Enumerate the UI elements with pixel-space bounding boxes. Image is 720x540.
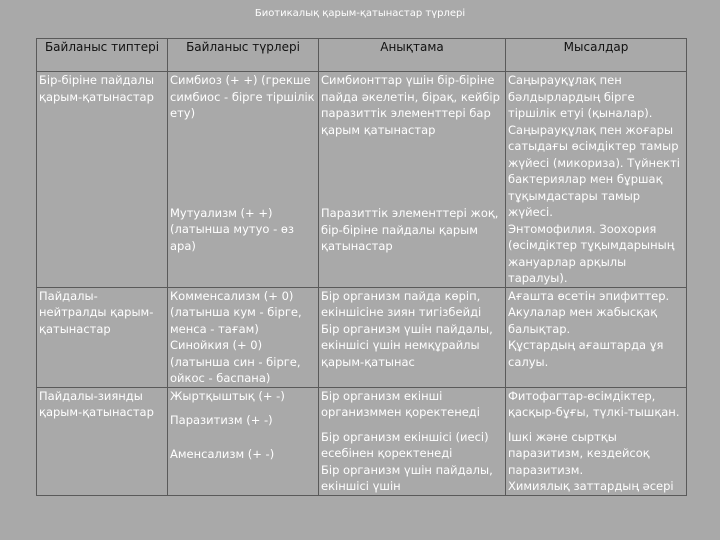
kind-cell <box>168 387 319 495</box>
examples-amensalism: Химиялық заттардың әсері <box>508 479 674 493</box>
examples-parasitism: Ішкі және сыртқы паразитизм, кездейсоқ паразитизм. <box>508 429 650 477</box>
definition-cell <box>319 387 506 495</box>
kind-predation: Жыртқыштық (+ -) <box>170 388 285 403</box>
examples-commensalism: Ағашта өсетін эпифиттер. Акулалар мен жабысқақ балықтар. <box>508 288 670 336</box>
type-cell: Пайдалы-зиянды қарым-қатынастар <box>37 387 168 495</box>
definition-commensalism: Бір организм пайда көріп, екіншісіне зиян тигізбейді <box>321 288 482 319</box>
definition-mutualism: Паразиттік элементтері жоқ, бір-біріне пайдалы қарым қатынастар <box>321 206 499 253</box>
definition-predation: Бір организм екінші организммен қоректенеді <box>321 388 480 419</box>
kind-parasitism: Паразитизм (+ -) <box>170 413 273 427</box>
header-type: Байланыс типтері <box>37 39 168 72</box>
kind-symbiosis: Симбиоз (+ +) (грекше симбиос - бірге тіршілік ету) <box>170 73 315 120</box>
table-row <box>37 72 687 288</box>
definition-amensalism: Бір организм үшін пайдалы, екіншісі үшін <box>321 462 493 493</box>
examples-synoikia: Құстардың ағаштарда ұя салуы. <box>508 338 664 369</box>
kind-mutualism: Мутуализм (+ +) (латынша мутуо - өз ара) <box>170 205 295 253</box>
header-kind: Байланыс түрлері <box>168 39 319 72</box>
definition-synoikia: Бір организм үшін пайдалы, екіншісі үшін немқұрайлы қарым-қатынас <box>321 321 493 369</box>
table-row <box>37 387 687 495</box>
kind-synoikia: Синойкия (+ 0) (латынша син - бірге, ойкос - баспана) <box>170 338 301 385</box>
examples-predation: Фитофагтар-өсімдіктер, қасқыр-бұғы, түлкі-тышқан. <box>508 388 680 419</box>
definition-cell <box>319 72 506 288</box>
kind-cell <box>168 72 319 288</box>
kind-cell <box>168 287 319 387</box>
header-examples: Мысалдар <box>506 39 687 72</box>
examples-cell <box>506 287 687 387</box>
kind-commensalism: Комменсализм (+ 0) (латынша кум - бірге, менса - тағам) <box>170 288 302 336</box>
examples-cell <box>506 72 687 288</box>
definition-cell <box>319 287 506 387</box>
definition-parasitism: Бір организм екіншісі (иесі) есебінен қоректенеді <box>321 429 489 460</box>
examples-symbiosis: Саңырауқұлақ пен бәлдырлардың бірге тіршілік етуі (қыналар). Саңырауқұлақ пен жоғары сатыдағы өсімдіктер тамыр жүйесі (микориза). Түйнекті бактериялар мен бұршақ тұқымдастары тамыр жүйесі. <box>508 73 680 219</box>
relations-table <box>36 38 687 496</box>
slide-title: Биотикалық қарым-қатынастар түрлері <box>254 8 466 19</box>
kind-amensalism: Аменсализм (+ -) <box>170 446 275 461</box>
examples-mutualism: Энтомофилия. Зоохория (өсімдіктер тұқымдарының жануарлар арқылы таралуы). <box>508 221 675 285</box>
type-cell: Пайдалы-нейтралды қарым-қатынастар <box>37 287 168 387</box>
definition-symbiosis: Симбионттар үшін бір-біріне пайда әкелетін, бірақ, кейбір паразиттік элементтері бар қарым қатынастар <box>321 73 500 137</box>
type-cell: Бір-біріне пайдалы қарым-қатынастар <box>37 72 168 288</box>
header-row <box>37 39 687 72</box>
header-definition: Анықтама <box>319 39 506 72</box>
examples-cell <box>506 387 687 495</box>
table-row <box>37 287 687 387</box>
